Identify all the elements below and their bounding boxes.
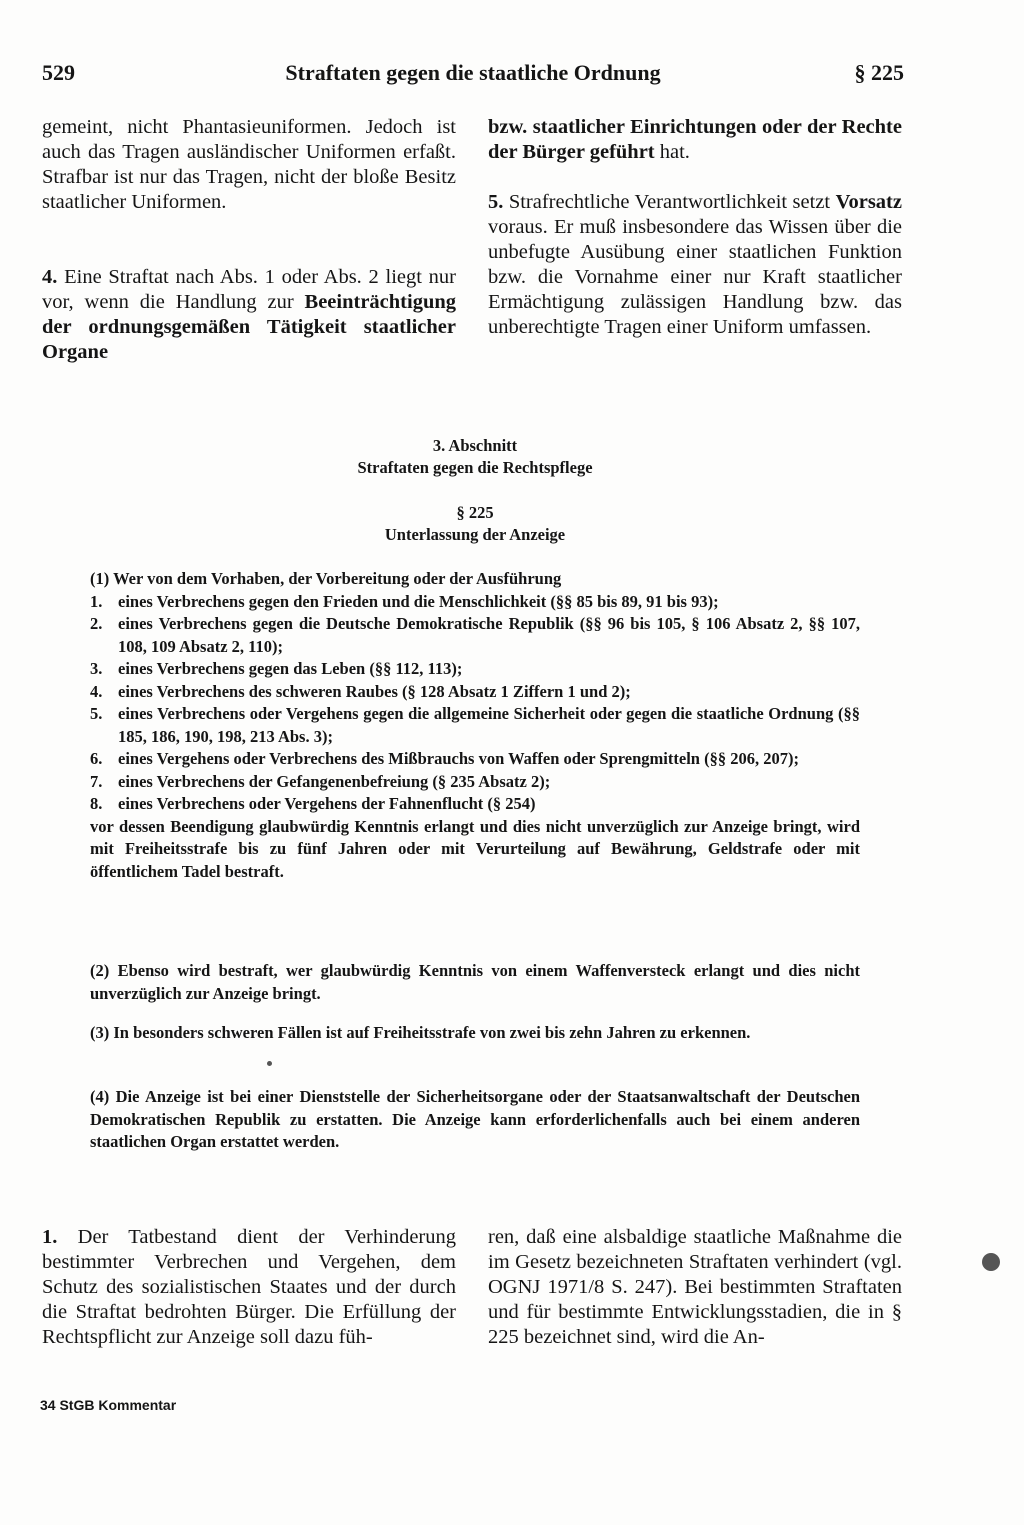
top-left-column bbox=[42, 115, 456, 365]
law-item bbox=[90, 658, 860, 681]
law-item-text: eines Verbrechens gegen den Frieden und die Menschlichkeit (§§ 85 bis 89, 91 bis 93); bbox=[118, 591, 719, 611]
page-header bbox=[42, 60, 904, 94]
paragraph-number: 5. bbox=[488, 191, 504, 213]
law-item-text: eines Verbrechens des schweren Raubes (§ 128 Absatz 1 Ziffern 1 und 2); bbox=[118, 681, 631, 701]
law-item-number: 4. bbox=[90, 681, 103, 701]
ink-spot bbox=[982, 1253, 1000, 1271]
header-section: § 225 bbox=[854, 60, 904, 85]
law-item bbox=[90, 681, 860, 704]
law-item-number: 3. bbox=[90, 659, 103, 678]
law-item bbox=[90, 591, 860, 614]
page-footer: 34 StGB Kommentar bbox=[40, 1397, 177, 1413]
law-item bbox=[90, 771, 860, 794]
law-item-text: eines Verbrechens gegen das Leben (§§ 112, 113); bbox=[118, 659, 463, 678]
ink-speck bbox=[267, 1061, 272, 1066]
paragraph-number: 1. bbox=[42, 1226, 58, 1248]
chapter-title: Straftaten gegen die Rechtspflege bbox=[357, 458, 593, 477]
chapter-number: 3. Abschnitt bbox=[432, 436, 518, 455]
commentary-paragraph: gemeint, nicht Phantasieuniformen. Jedoch ist auch das Tragen ausländischer Uniformen erfaßt. Strafbar ist nur das Tragen, nicht der bloße Besitz staatlicher Uniformen. bbox=[42, 116, 456, 213]
law-item bbox=[90, 748, 860, 771]
bottom-left-column bbox=[42, 1225, 456, 1350]
commentary-paragraph-4: 4. Eine Straftat nach Abs. 1 oder Abs. 2 liegt nur vor, wenn die Handlung zur Beeinträchtigung der ordnungsgemäßen Tätigkeit staatlicher Organe bbox=[42, 266, 456, 363]
law-item-number: 1. bbox=[90, 591, 103, 611]
bottom-right-column bbox=[488, 1225, 902, 1350]
law-item bbox=[90, 613, 860, 658]
commentary-paragraph-continued: ren, daß eine alsbaldige staatliche Maßnahme die im Gesetz bezeichneten Straftaten verhindert (vgl. OGNJ 1971/8 S. 247). Bei bestimmten Straftaten und für bestimmte Entwicklungsstadien, die in § 225 bezeichnet sind, wird die An- bbox=[488, 1226, 902, 1348]
running-title: Straftaten gegen die staatliche Ordnung bbox=[285, 60, 661, 85]
law-item-text: eines Verbrechens gegen die Deutsche Demokratische Republik (§§ 96 bis 105, § 106 Absatz 2, §§ 107, 108, 109 Absatz 2, 110); bbox=[118, 614, 860, 656]
law-paragraph-4: (4) Die Anzeige ist bei einer Dienststelle der Sicherheitsorgane oder der Staatsanwaltschaft der Deutschen Demokratischen Republik zu erstatten. Die Anzeige kann erforderlichenfalls auch bei einem anderen staatlichen Organ erstattet werden. bbox=[90, 1087, 860, 1151]
chapter-heading bbox=[90, 435, 860, 479]
law-item-text: eines Verbrechens der Gefangenenbefreiung (§ 235 Absatz 2); bbox=[118, 771, 551, 791]
law-item-number: 6. bbox=[90, 749, 103, 768]
law-item-text: eines Vergehens oder Verbrechens des Mißbrauchs von Waffen oder Sprengmitteln (§§ 206, 207); bbox=[118, 749, 799, 768]
section-title: Unterlassung der Anzeige bbox=[384, 525, 566, 544]
law-item-number: 8. bbox=[90, 794, 103, 813]
law-item-number: 2. bbox=[90, 614, 103, 633]
law-item-text: eines Verbrechens oder Vergehens gegen die allgemeine Sicherheit oder gegen die staatliche Ordnung (§§ 185, 186, 190, 198, 213 Abs. 3); bbox=[118, 704, 860, 746]
page-number: 529 bbox=[42, 60, 75, 85]
law-item-list bbox=[90, 591, 860, 816]
paragraph-number: 4. bbox=[42, 266, 58, 288]
commentary-paragraph-5: 5. Strafrechtliche Verantwortlichkeit setzt Vorsatz voraus. Er muß insbesondere das Wissen über die unbefugte Ausübung einer staatlichen Funktion bzw. die Vornahme einer nur Kraft staatlicher Ermächtigung zulässigen Handlung bzw. das unberechtigte Tragen einer Uniform umfassen. bbox=[488, 191, 902, 338]
top-right-column bbox=[488, 115, 902, 340]
law-item-number: 5. bbox=[90, 704, 103, 723]
section-heading bbox=[90, 502, 860, 546]
law-paragraph-3: (3) In besonders schweren Fällen ist auf Freiheitsstrafe von zwei bis zehn Jahren zu erkennen. bbox=[90, 1023, 751, 1042]
law-intro: (1) Wer von dem Vorhaben, der Vorbereitung oder der Ausführung bbox=[90, 569, 562, 588]
law-paragraph-1 bbox=[90, 568, 860, 883]
law-item bbox=[90, 793, 860, 816]
law-item bbox=[90, 703, 860, 748]
law-item-text: eines Verbrechens oder Vergehens der Fahnenflucht (§ 254) bbox=[118, 794, 536, 813]
commentary-paragraph: bzw. staatlicher Einrichtungen oder der Rechte der Bürger geführt hat. bbox=[488, 116, 902, 163]
law-tail: vor dessen Beendigung glaubwürdig Kenntnis erlangt und dies nicht unverzüglich zur Anzeige bringt, wird mit Freiheitsstrafe bis zu fünf Jahren oder mit Verurteilung auf Bewährung, Geldstrafe oder mit öffentlichem Tadel bestraft. bbox=[90, 816, 860, 881]
law-paragraph-2: (2) Ebenso wird bestraft, wer glaubwürdig Kenntnis von einem Waffenversteck erlangt und dies nicht unverzüglich zur Anzeige bringt. bbox=[90, 961, 860, 1003]
section-number: § 225 bbox=[456, 503, 494, 522]
law-item-number: 7. bbox=[90, 771, 103, 791]
commentary-paragraph-1: 1. Der Tatbestand dient der Verhinderung bestimmter Verbrechen und Vergehen, dem Schutz des sozialistischen Staates und der durch die Straftat bedrohten Bürger. Die Erfüllung der Rechtspflicht zur Anzeige soll dazu füh- bbox=[42, 1226, 456, 1348]
